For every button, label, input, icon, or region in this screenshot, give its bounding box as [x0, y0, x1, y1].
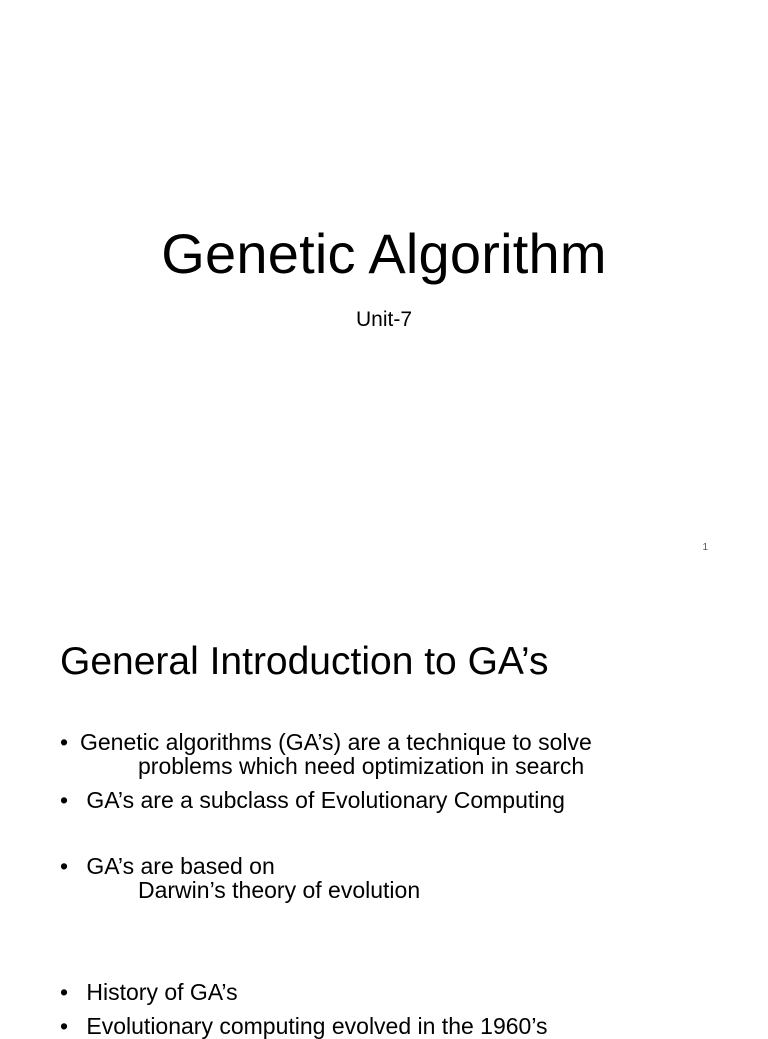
slide-number: 1 [702, 542, 708, 553]
bullet-text: Evolutionary computing evolved in the 1960’s [80, 1013, 548, 1039]
bullet-text: History of GA’s [80, 979, 238, 1005]
bullet-text: GA’s are a subclass of Evolutionary Computing [80, 787, 565, 813]
bullet-icon: • [60, 729, 69, 755]
bullet-text-continuation: problems which need optimization in search [138, 753, 585, 779]
bullet-item [60, 788, 565, 812]
bullet-item [60, 1014, 548, 1038]
bullet-icon: • [60, 787, 69, 813]
slide-introduction [0, 576, 768, 1039]
slide-heading: General Introduction to GA’s [60, 640, 549, 683]
bullet-text: GA’s are based on [80, 853, 275, 879]
bullet-item [60, 854, 420, 902]
bullet-icon: • [60, 979, 69, 1005]
bullet-text: Genetic algorithms (GA’s) are a technique to solve [80, 729, 592, 755]
slide-main-title: Genetic Algorithm [161, 222, 607, 285]
bullet-icon: • [60, 1013, 69, 1039]
bullet-text-continuation: Darwin’s theory of evolution [138, 877, 421, 903]
bullet-item [60, 980, 238, 1004]
bullet-icon: • [60, 853, 69, 879]
bullet-item [60, 730, 592, 778]
slide-subtitle: Unit-7 [355, 308, 413, 331]
